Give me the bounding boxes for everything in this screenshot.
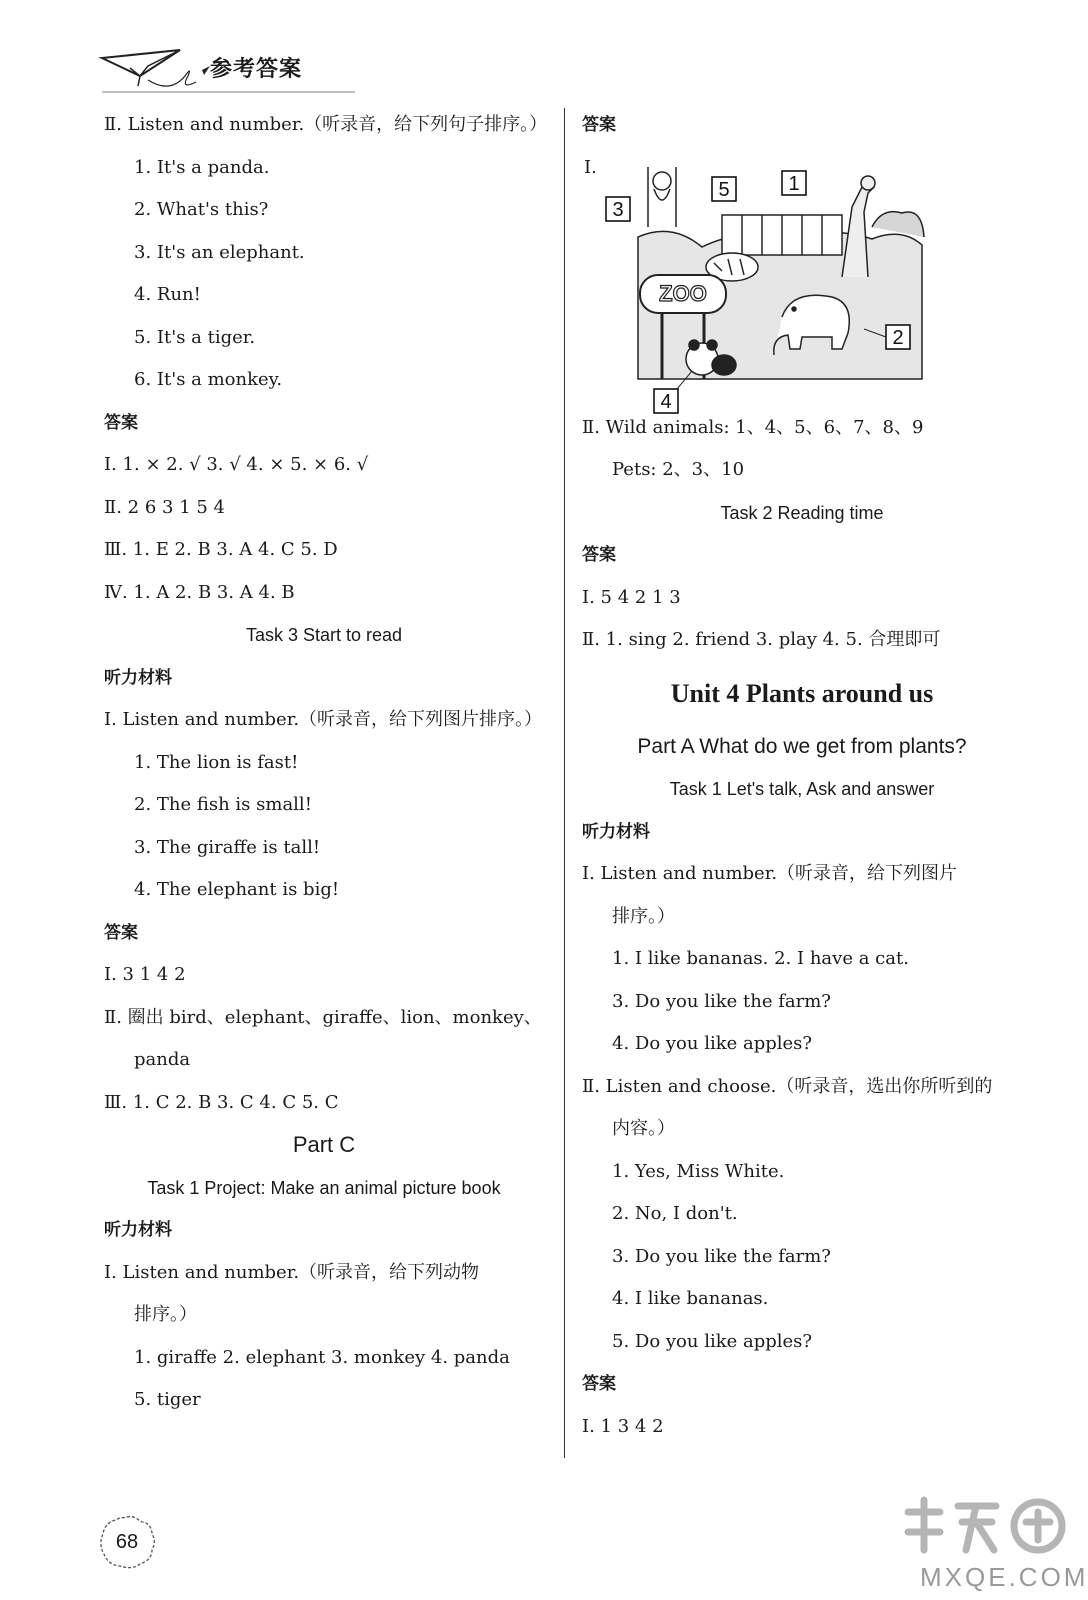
left-item: 3. It's an elephant. [134, 241, 305, 263]
left-item: 2. The fish is small! [134, 794, 312, 815]
right-line: Ⅰ. 5 4 2 1 3 [582, 586, 681, 608]
right-part-heading: Part A What do we get from plants? [637, 734, 967, 758]
zoo-illustration [612, 167, 942, 417]
left-section-heading: 答案 [104, 922, 138, 943]
left-section-heading: 听力材料 [104, 667, 172, 688]
right-section-heading: 答案 [582, 545, 616, 565]
left-line: Ⅲ. 1. E 2. B 3. A 4. C 5. D [104, 539, 338, 560]
right-section-heading: 答案 [582, 1374, 616, 1394]
left-item: panda [134, 1049, 191, 1070]
page-number: 68 [115, 1531, 139, 1553]
right-column [582, 104, 1022, 1448]
left-task-heading: Task 1 Project: Make an animal picture book [147, 1177, 501, 1198]
right-item: 5. Do you like apples? [612, 1330, 813, 1352]
left-line: Ⅱ. 圈出 bird、elephant、giraffe、lion、monkey、 [104, 1006, 542, 1028]
left-item: 1. The lion is fast! [134, 751, 299, 773]
zoo-sign-text: ZOO [659, 280, 707, 306]
answer-box-label: 1 [788, 172, 800, 195]
left-item: 5. tiger [134, 1389, 201, 1410]
left-item: 3. The giraffe is tall! [134, 836, 321, 858]
right-item: 4. I like bananas. [612, 1288, 769, 1309]
right-item: 1. Yes, Miss White. [612, 1160, 785, 1182]
left-item: 4. The elephant is big! [134, 879, 340, 900]
left-part-heading: Part C [292, 1132, 356, 1157]
right-line: Ⅰ. 1 3 4 2 [582, 1415, 664, 1437]
zoo-picture [582, 147, 1022, 413]
right-item: 3. Do you like the farm? [612, 990, 831, 1012]
left-item: 5. It's a tiger. [134, 326, 256, 348]
left-item: 1. It's a panda. [134, 156, 270, 178]
right-item: 3. Do you like the farm? [612, 1245, 831, 1267]
right-item: 内容。） [612, 1118, 675, 1139]
right-item: 1. I like bananas. 2. I have a cat. [612, 948, 909, 969]
right-line: Ⅱ. Listen and choose.（听录音，选出你所听到的 [582, 1075, 993, 1097]
left-line: Ⅱ. Listen and number.（听录音，给下列句子排序。） [104, 114, 548, 135]
left-section-heading: 听力材料 [104, 1220, 172, 1240]
answer-box-label: 3 [612, 198, 624, 221]
right-line: Ⅱ. 1. sing 2. friend 3. play 4. 5. 合理即可 [582, 629, 941, 650]
right-item: 4. Do you like apples? [612, 1033, 813, 1054]
right-section-heading: 答案 [582, 115, 616, 135]
picture-label: Ⅰ. [584, 156, 597, 178]
left-line: Ⅳ. 1. A 2. B 3. A 4. B [104, 581, 295, 603]
answer-box-label: 5 [718, 178, 730, 201]
left-column [104, 104, 548, 1422]
left-line: Ⅰ. Listen and number.（听录音，给下列图片排序。） [104, 709, 543, 730]
right-item: Pets: 2、3、10 [612, 459, 745, 480]
right-item: 2. No, I don't. [612, 1203, 738, 1224]
left-item: 排序。） [134, 1304, 197, 1325]
answer-box-label: 4 [660, 390, 672, 413]
left-line: Ⅰ. Listen and number.（听录音，给下列动物 [104, 1261, 480, 1283]
right-item: 排序。） [612, 905, 675, 927]
column-divider [564, 108, 565, 1458]
left-section-heading: 答案 [104, 412, 138, 433]
left-task-heading: Task 3 Start to read [245, 625, 403, 645]
right-task-heading: Task 1 Let's talk, Ask and answer [669, 779, 935, 799]
right-line: Ⅱ. Wild animals: 1、4、5、6、7、8、9 [582, 416, 924, 438]
header-title: 参考答案 [210, 57, 303, 82]
left-line: Ⅰ. 1. × 2. √ 3. √ 4. × 5. × 6. √ [104, 454, 369, 475]
right-unit-heading: Unit 4 Plants around us [670, 678, 934, 708]
left-item: 2. What's this? [134, 199, 269, 220]
left-item: 4. Run! [134, 284, 201, 305]
right-task-heading: Task 2 Reading time [720, 502, 884, 523]
left-line: Ⅰ. 3 1 4 2 [104, 964, 186, 985]
page-number-badge [98, 1514, 156, 1570]
watermark-url: MXQE.COM [920, 1562, 1088, 1592]
left-item: 1. giraffe 2. elephant 3. monkey 4. panda [134, 1346, 510, 1368]
answer-box-label: 2 [892, 326, 904, 349]
left-line: Ⅱ. 2 6 3 1 5 4 [104, 496, 225, 518]
left-item: 6. It's a monkey. [134, 369, 283, 390]
right-line: Ⅰ. Listen and number.（听录音，给下列图片 [582, 863, 958, 884]
left-line: Ⅲ. 1. C 2. B 3. C 4. C 5. C [104, 1091, 339, 1113]
right-section-heading: 听力材料 [582, 821, 650, 842]
